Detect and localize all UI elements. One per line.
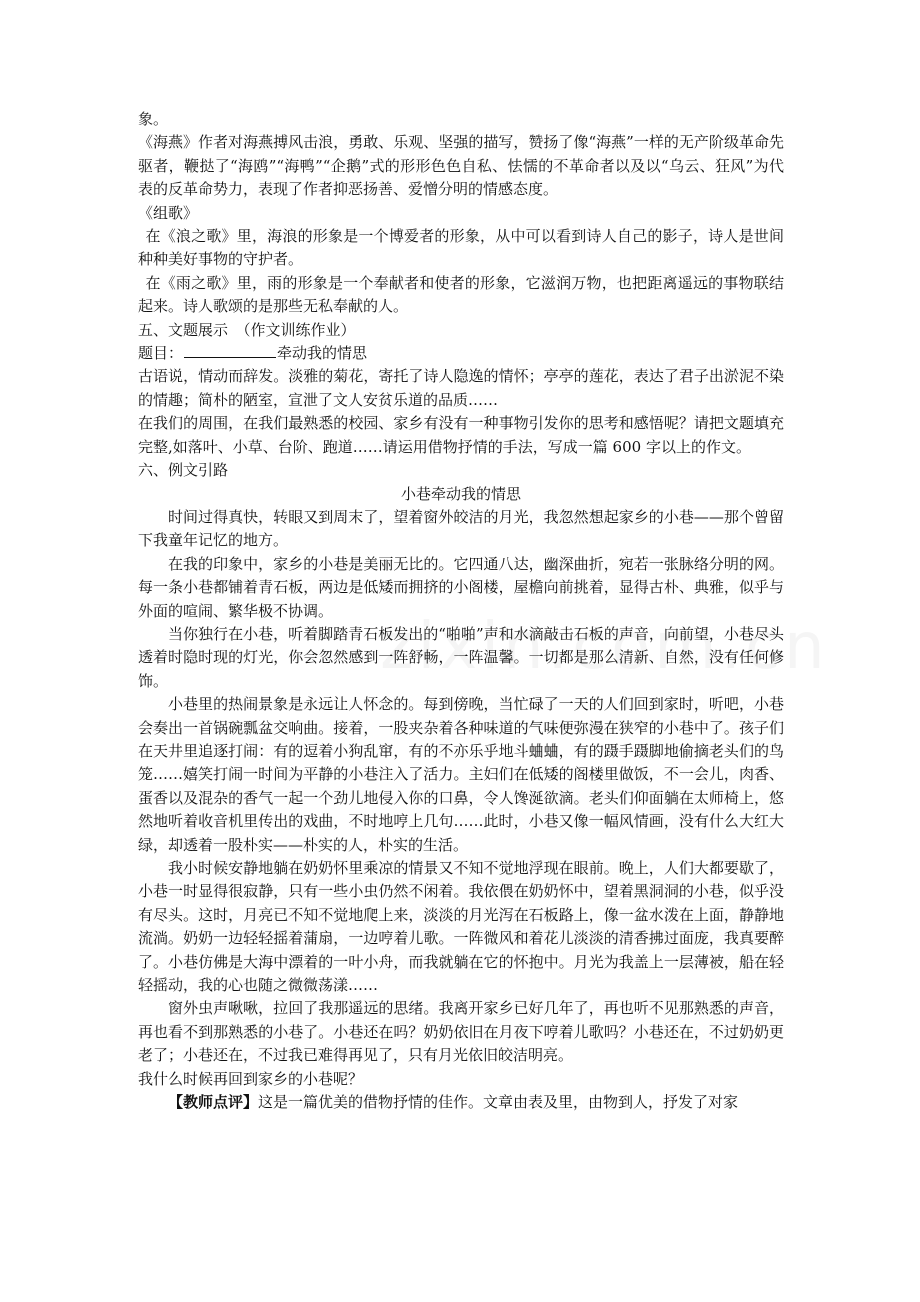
topic-suffix: 牵动我的情思 [277,344,368,363]
paragraph-langzhige: 在《浪之歌》里，海浪的形象是一个博爱者的形象，从中可以看到诗人自己的影子，诗人是世间种种美好事物的守护者。 [138,227,784,269]
teacher-comment-text: 这是一篇优美的借物抒情的佳作。文章由表及里，由物到人，抒发了对家 [258,1093,739,1112]
text-line: 象。 [138,110,169,128]
document-page [138,108,784,1114]
topic-label: 题目： [138,344,184,363]
paragraph-guyu: 古语说，情动而辞发。淡雅的菊花，寄托了诗人隐逸的情怀；亭亭的莲花，表达了君子出淤泥不染的情趣；简朴的陋室，宣泄了文人安贫乐道的品质…… [138,367,784,409]
teacher-comment [138,1091,784,1114]
heading-zuge: 《组歌》 [138,203,199,222]
paragraph-instructions: 在我们的周围，在我们最熟悉的校园、家乡有没有一种事物引发你的思考和感悟呢？请把文题填充完整,如落叶、小草、台阶、跑道……请运用借物抒情的手法，写成一篇 600 字以上的作文。 [138,414,784,456]
paragraph-haiyan: 《海燕》作者对海燕搏风击浪，勇敢、乐观、坚强的描写，赞扬了像“海燕”一样的无产阶级革命先驱者，鞭挞了“海鸥”“海鸭”“企鹅”式的形形色色自私、怯懦的不革命者以及以“乌云、狂风”为代表的反革命势力，表现了作者抑恶扬善、爱憎分明的情感态度。 [138,133,784,199]
essay-paragraph: 时间过得真快，转眼又到周末了，望着窗外皎洁的月光，我忽然想起家乡的小巷——那个曾留下我童年记忆的地方。 [138,507,784,550]
teacher-comment-label: 【教师点评】 [168,1093,259,1112]
essay-paragraph: 窗外虫声啾啾，拉回了我那遥远的思绪。我离开家乡已好几年了，再也听不见那熟悉的声音，再也看不到那熟悉的小巷了。小巷还在吗？奶奶依旧在月夜下哼着儿歌吗？小巷还在，不过奶奶更老了；小巷还在，不过我已难得再见了，只有月光依旧皎洁明亮。 [138,999,784,1065]
section-heading-5: 五、文题展示 （作文训练作业） [138,320,356,339]
paragraph-yuzhige: 在《雨之歌》里，雨的形象是一个奉献者和使者的形象，它滋润万物，也把距离遥远的事物联结起来。诗人歌颂的是那些无私奉献的人。 [138,273,784,316]
essay-paragraph: 在我的印象中，家乡的小巷是美丽无比的。它四通八达，幽深曲折，宛若一张脉络分明的网。每一条小巷都铺着青石板，两边是低矮而拥挤的小阁楼，屋檐向前挑着，显得古朴、典雅，似乎与外面的喧闹、繁华极不协调。 [138,554,784,620]
essay-title: 小巷牵动我的情思 [400,484,521,503]
essay-paragraph: 小巷里的热闹景象是永远让人怀念的。每到傍晚，当忙碌了一天的人们回到家时，听吧，小巷会奏出一首锅碗瓢盆交响曲。接着，一股夹杂着各种味道的气味便弥漫在狭窄的小巷中了。孩子们在天井里追逐打闹：有的逗着小狗乱窜，有的不亦乐乎地斗蛐蛐，有的蹑手蹑脚地偷摘老头们的鸟笼……嬉笑打闹一时间为平静的小巷注入了活力。主妇们在低矮的阁楼里做饭，不一会儿，肉香、蛋香以及混杂的香气一起一个劲儿地侵入你的口鼻，令人馋涎欲滴。老头们仰面躺在太师椅上，悠然地听着收音机里传出的戏曲，不时地哼上几句……此时，小巷又像一幅风情画，没有什么大红大绿，却透着一股朴实——朴实的人，朴实的生活。 [138,695,784,854]
topic-blank [184,343,276,358]
essay-closing: 我什么时候再回到家乡的小巷呢？ [138,1069,364,1088]
section-heading-6: 六、例文引路 [138,461,229,480]
essay-paragraph: 当你独行在小巷，听着脚踏青石板发出的“啪啪”声和水滴敲击石板的声音，向前望，小巷尽头透着时隐时现的灯光，你会忽然感到一阵舒畅，一阵温馨。一切都是那么清新、自然，没有任何修饰。 [138,624,784,690]
essay-topic [138,342,784,365]
essay-paragraph: 我小时候安静地躺在奶奶怀里乘凉的情景又不知不觉地浮现在眼前。晚上，人们大都要歇了，小巷一时显得很寂静，只有一些小虫仍然不闲着。我依偎在奶奶怀中，望着黑洞洞的小巷，似乎没有尽头。这时，月亮已不知不觉地爬上来，淡淡的月光泻在石板路上，像一盆水泼在上面，静静地流淌。奶奶一边轻轻摇着蒲扇，一边哼着儿歌。一阵微风和着花儿淡淡的清香拂过面庞，我真要醉了。小巷仿佛是大海中漂着的一叶小舟，而我就躺在它的怀抱中。月光为我盖上一层薄被，船在轻轻摇动，我的心也随之微微荡漾…… [138,859,784,995]
